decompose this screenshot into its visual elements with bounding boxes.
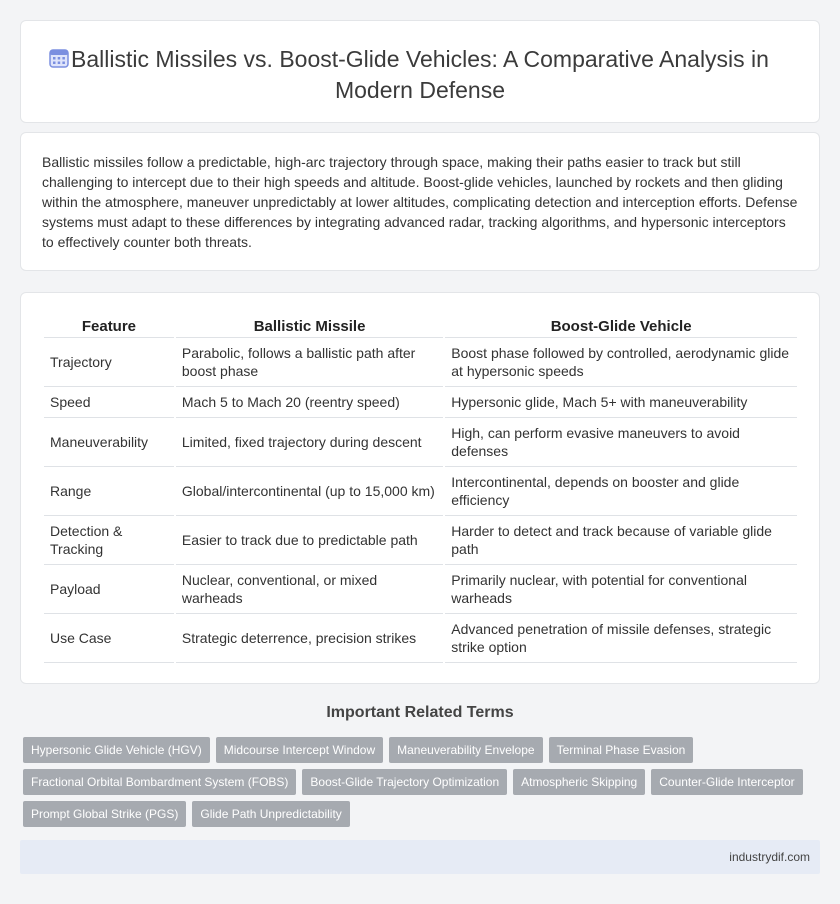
related-terms-list <box>23 737 813 827</box>
glide-cell: Boost phase followed by controlled, aerodynamic glide at hypersonic speeds <box>445 338 797 387</box>
comparison-table <box>42 314 799 663</box>
ballistic-cell: Parabolic, follows a ballistic path after boost phase <box>176 338 443 387</box>
feature-cell: Speed <box>44 387 174 418</box>
intro-card <box>20 132 820 271</box>
related-term-tag[interactable]: Counter-Glide Interceptor <box>651 769 802 795</box>
table-row <box>44 614 797 663</box>
related-term-tag[interactable]: Fractional Orbital Bombardment System (FOBS) <box>23 769 296 795</box>
glide-cell: Advanced penetration of missile defenses, strategic strike option <box>445 614 797 663</box>
table-row <box>44 338 797 387</box>
glide-cell: Harder to detect and track because of variable glide path <box>445 516 797 565</box>
table-row <box>44 418 797 467</box>
glide-cell: Hypersonic glide, Mach 5+ with maneuverability <box>445 387 797 418</box>
feature-cell: Maneuverability <box>44 418 174 467</box>
table-row <box>44 516 797 565</box>
intro-paragraph: Ballistic missiles follow a predictable, high-arc trajectory through space, making their paths easier to track but still challenging to intercept due to their high speeds and altitude. Boost-glide vehicles, launched by rockets and then gliding within the atmosphere, maneuver unpredictably at lower altitudes, complicating detection and interception efforts. Defense systems must adapt to these differences by integrating advanced radar, tracking algorithms, and hypersonic interceptors to effectively counter both threats. <box>42 154 798 250</box>
title-card <box>20 20 820 123</box>
related-terms-heading: Important Related Terms <box>326 704 514 721</box>
page-title: Ballistic Missiles vs. Boost-Glide Vehicles: A Comparative Analysis in Modern Defense <box>71 46 769 103</box>
header-boost-glide-vehicle: Boost-Glide Vehicle <box>445 314 797 338</box>
feature-cell: Payload <box>44 565 174 614</box>
comparison-table-card <box>20 292 820 684</box>
related-term-tag[interactable]: Glide Path Unpredictability <box>192 801 349 827</box>
related-term-tag[interactable]: Terminal Phase Evasion <box>549 737 694 763</box>
related-term-tag[interactable]: Midcourse Intercept Window <box>216 737 383 763</box>
ballistic-cell: Mach 5 to Mach 20 (reentry speed) <box>176 387 443 418</box>
ballistic-cell: Global/intercontinental (up to 15,000 km) <box>176 467 443 516</box>
header-feature: Feature <box>44 314 174 338</box>
glide-cell: High, can perform evasive maneuvers to avoid defenses <box>445 418 797 467</box>
related-term-tag[interactable]: Prompt Global Strike (PGS) <box>23 801 186 827</box>
ballistic-cell: Nuclear, conventional, or mixed warheads <box>176 565 443 614</box>
feature-cell: Trajectory <box>44 338 174 387</box>
footer <box>20 840 820 874</box>
related-term-tag[interactable]: Hypersonic Glide Vehicle (HGV) <box>23 737 210 763</box>
table-row <box>44 467 797 516</box>
footer-site-link[interactable]: industrydif.com <box>729 850 810 864</box>
ballistic-cell: Easier to track due to predictable path <box>176 516 443 565</box>
header-ballistic-missile: Ballistic Missile <box>176 314 443 338</box>
related-term-tag[interactable]: Atmospheric Skipping <box>513 769 645 795</box>
ballistic-cell: Strategic deterrence, precision strikes <box>176 614 443 663</box>
table-row <box>44 387 797 418</box>
glide-cell: Primarily nuclear, with potential for conventional warheads <box>445 565 797 614</box>
feature-cell: Use Case <box>44 614 174 663</box>
glide-cell: Intercontinental, depends on booster and glide efficiency <box>445 467 797 516</box>
feature-cell: Detection & Tracking <box>44 516 174 565</box>
related-term-tag[interactable]: Boost-Glide Trajectory Optimization <box>302 769 507 795</box>
table-row <box>44 565 797 614</box>
related-term-tag[interactable]: Maneuverability Envelope <box>389 737 542 763</box>
table-header-row <box>44 314 797 338</box>
ballistic-cell: Limited, fixed trajectory during descent <box>176 418 443 467</box>
feature-cell: Range <box>44 467 174 516</box>
